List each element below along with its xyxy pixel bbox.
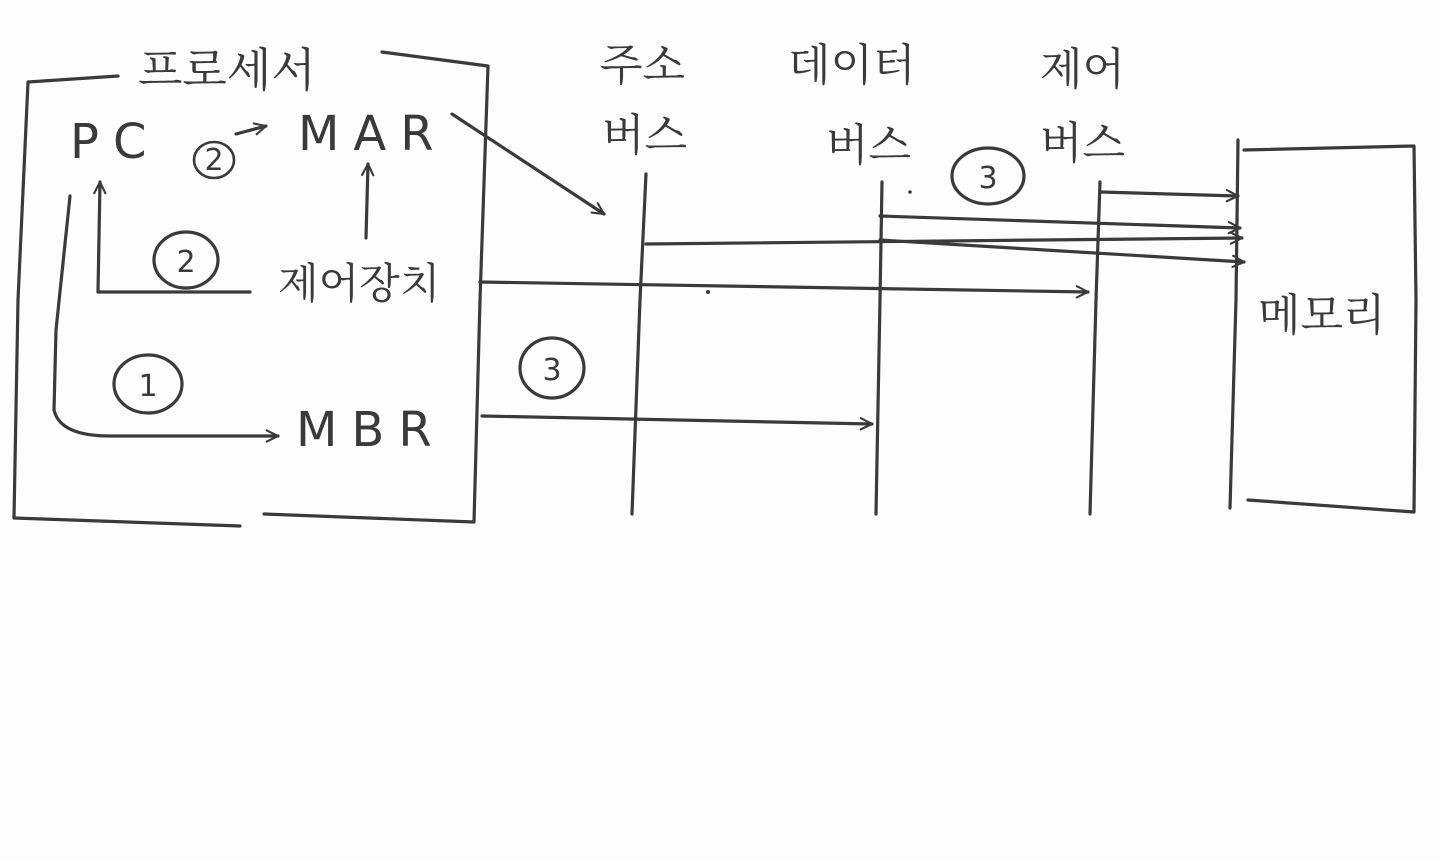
arrow-data-bus-to-memory	[880, 216, 1240, 228]
step-circle-buses-to-memory	[952, 148, 1024, 204]
arrow-mar-to-address-bus	[452, 114, 604, 214]
data-bus-label-line1: 데이터	[788, 40, 916, 91]
address-bus-line	[632, 174, 646, 514]
stray-dot	[706, 290, 710, 294]
address-bus-label-line2: 버스	[602, 110, 688, 161]
arrow-mbr-to-data-bus	[482, 416, 872, 424]
control-bus-label	[1040, 44, 1125, 169]
step-number: 3	[542, 353, 562, 388]
step-number: 2	[176, 245, 196, 280]
control-bus-label-line1: 제어	[1040, 44, 1126, 95]
arrow-control-to-control-bus	[480, 282, 1088, 292]
processor-title: 프로세서	[138, 43, 316, 97]
step-number: 1	[138, 369, 158, 404]
arrow-pc-to-mar	[236, 126, 266, 134]
data-bus-line	[876, 182, 882, 514]
arrow-control-to-pc	[98, 182, 250, 292]
pc-register: PC	[70, 114, 161, 170]
memory-label: 메모리	[1258, 290, 1386, 341]
data-bus-label-line2: 버스	[826, 120, 912, 171]
step-circle-pc-to-mbr	[114, 355, 182, 413]
arrow-control-bus-to-memory	[1100, 192, 1238, 196]
step-circle-control-to-pc	[154, 232, 218, 288]
stray-dot	[908, 190, 912, 194]
address-bus-label-line1: 주소	[600, 40, 686, 91]
control-unit: 제어장치	[278, 259, 441, 308]
step-circle-pc-to-mar	[194, 142, 234, 178]
step-circle-mbr-to-data-bus	[520, 338, 584, 398]
mar-register: MAR	[298, 106, 448, 162]
mbr-register: MBR	[296, 402, 446, 458]
arrow-bus-to-memory	[880, 240, 1244, 262]
arrow-control-to-mar	[366, 164, 368, 238]
arrow-pc-to-mbr	[54, 196, 278, 436]
step-number: 2	[204, 143, 224, 178]
control-bus-line	[1090, 182, 1100, 514]
data-bus-label	[788, 40, 916, 171]
control-bus-label-line2: 버스	[1040, 118, 1126, 169]
address-bus-label	[600, 40, 687, 161]
step-number: 3	[978, 161, 998, 196]
